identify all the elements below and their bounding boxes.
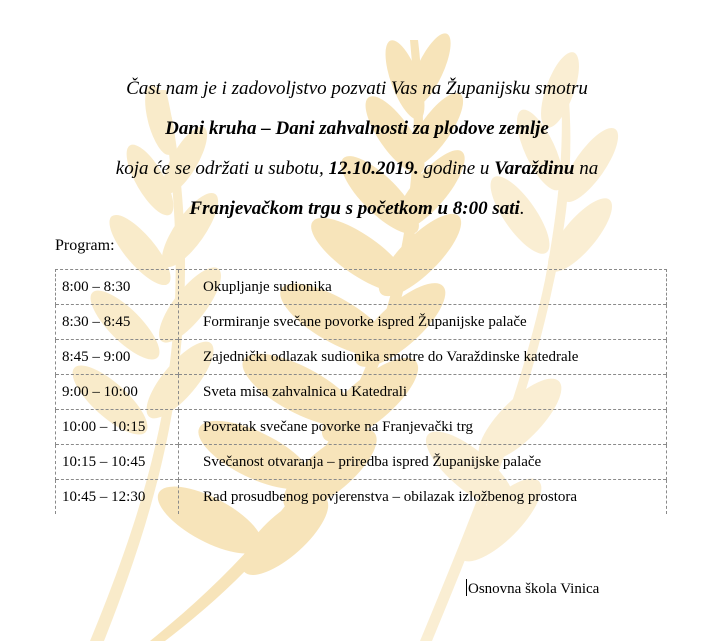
table-row [56, 445, 667, 480]
program-table [55, 269, 667, 514]
program-label: Program: [55, 237, 115, 254]
row-time: 10:45 – 12:30 [56, 480, 179, 515]
row-activity: Rad prosudbenog povjerenstva – obilazak izložbenog prostora [179, 480, 667, 515]
row-activity: Povratak svečane povorke na Franjevački trg [179, 410, 667, 445]
table-row [56, 340, 667, 375]
row-activity: Zajednički odlazak sudionika smotre do Varaždinske katedrale [179, 340, 667, 375]
text-cursor [466, 579, 467, 596]
row-time: 9:00 – 10:00 [56, 375, 179, 410]
row-activity: Formiranje svečane povorke ispred Županijske palače [179, 305, 667, 340]
table-row [56, 305, 667, 340]
event-date: 12.10.2019. [328, 158, 419, 179]
invitation-line-3: koja će se održati u subotu, 12.10.2019. godine u Varaždinu na [115, 158, 599, 179]
event-title: Dani kruha – Dani zahvalnosti za plodove zemlje [165, 118, 549, 139]
row-time: 8:00 – 8:30 [56, 270, 179, 305]
row-time: 10:15 – 10:45 [56, 445, 179, 480]
signature [466, 579, 599, 598]
invitation-venue: Franjevačkom trgu s početkom u 8:00 sati. [189, 198, 525, 219]
invitation-line-1: Čast nam je i zadovoljstvo pozvati Vas na Županijsku smotru [126, 78, 588, 99]
table-row [56, 480, 667, 515]
event-city: Varaždinu [494, 158, 575, 179]
row-activity: Okupljanje sudionika [179, 270, 667, 305]
table-row [56, 410, 667, 445]
venue-text: Franjevačkom trgu s početkom u 8:00 sati [189, 198, 520, 219]
table-row [56, 375, 667, 410]
table-row [56, 270, 667, 305]
row-activity: Sveta misa zahvalnica u Katedrali [179, 375, 667, 410]
signature-text: Osnovna škola Vinica [468, 581, 600, 597]
row-time: 10:00 – 10:15 [56, 410, 179, 445]
row-time: 8:30 – 8:45 [56, 305, 179, 340]
row-time: 8:45 – 9:00 [56, 340, 179, 375]
row-activity: Svečanost otvaranja – priredba ispred Županijske palače [179, 445, 667, 480]
